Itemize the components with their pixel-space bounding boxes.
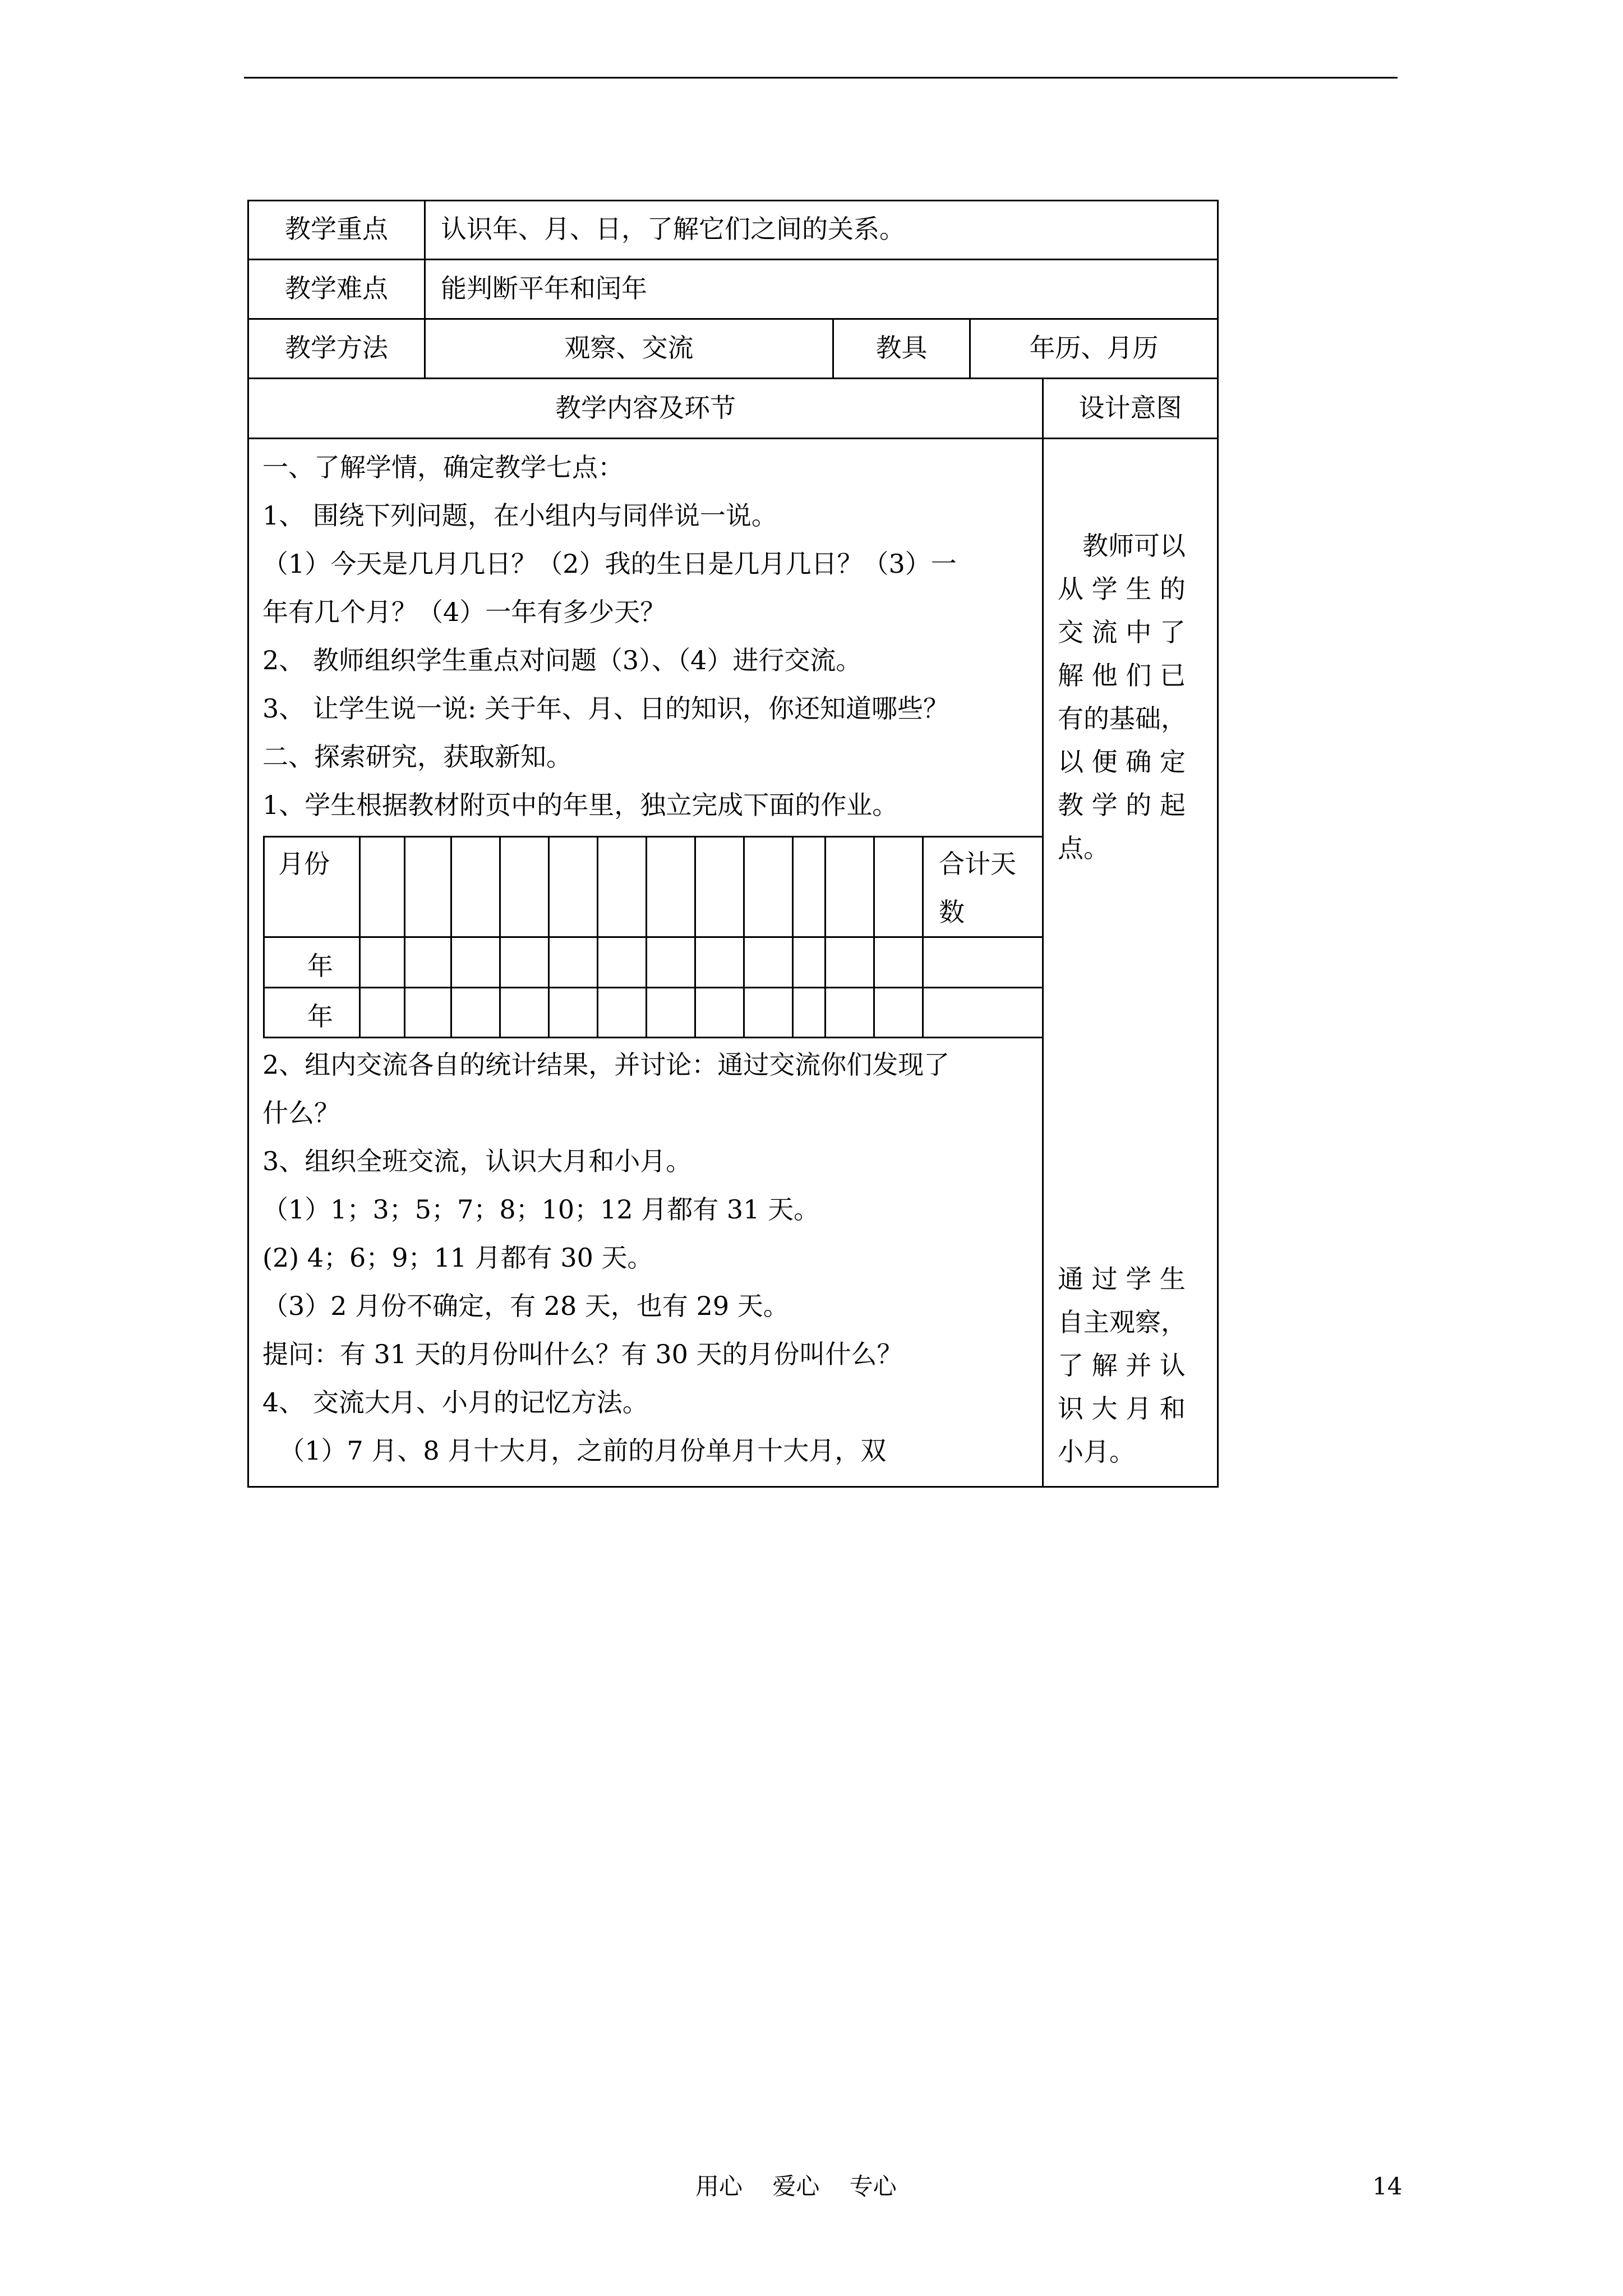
total-days-label-cont: 数 — [939, 897, 965, 927]
month-header-label: 月份 — [278, 849, 330, 879]
content-line: （1）1；3；5；7；8；10；12 月都有 31 天。 — [262, 1194, 820, 1225]
design-header: 设计意图 — [1078, 393, 1182, 423]
design-note-line: 教师可以 — [1082, 531, 1186, 561]
year-row-label: 年 — [307, 951, 333, 981]
design-note-line: 有的基础， — [1058, 703, 1187, 734]
key-point-value: 认识年、月、日，了解它们之间的关系。 — [441, 214, 905, 244]
content-line: 3、 让学生说一说: 关于年、月、日的知识，你还知道哪些？ — [262, 693, 949, 724]
method-label: 教学方法 — [285, 333, 388, 363]
content-line: （1）今天是几月几日？（2）我的生日是几月几日？（3）一 — [262, 549, 957, 579]
content-line: 提问：有 31 天的月份叫什么？有 30 天的月份叫什么？ — [262, 1339, 903, 1369]
design-note-line: 教 学 的 起 — [1058, 790, 1186, 820]
method-value: 观察、交流 — [564, 333, 694, 363]
design-note-line: 自主观察， — [1058, 1307, 1187, 1337]
design-note-line: 识 大 月 和 — [1058, 1393, 1186, 1424]
year-row-label: 年 — [307, 1001, 333, 1032]
difficulty-label: 教学难点 — [285, 273, 388, 303]
key-point-label: 教学重点 — [285, 214, 388, 244]
content-line: 1、 围绕下列问题，在小组内与同伴说一说。 — [262, 500, 777, 531]
header-rule — [244, 77, 1398, 79]
content-line: （1）7 月、8 月十大月，之前的月份单月十大月，双 — [262, 1435, 887, 1466]
content-header: 教学内容及环节 — [555, 393, 736, 423]
content-line: 二、探索研究，获取新知。 — [262, 742, 572, 772]
design-note-line: 以 便 确 定 — [1058, 747, 1186, 777]
content-line: 2、 教师组织学生重点对问题（3）、（4）进行交流。 — [262, 645, 862, 675]
tool-value: 年历、月历 — [1029, 333, 1159, 363]
design-note-line: 小月。 — [1058, 1437, 1135, 1467]
content-line: 1、学生根据教材附页中的年里，独立完成下面的作业。 — [262, 790, 898, 820]
design-note-line: 了 解 并 认 — [1058, 1350, 1186, 1381]
content-line: 年有几个月？（4）一年有多少天？ — [262, 597, 666, 627]
page-number: 14 — [1372, 2173, 1403, 2200]
content-line: 2、组内交流各自的统计结果，并讨论：通过交流你们发现了 — [262, 1050, 950, 1080]
design-note-line: 点。 — [1058, 833, 1109, 863]
design-note-line: 解 他 们 已 — [1058, 660, 1186, 691]
difficulty-value: 能判断平年和闰年 — [441, 273, 647, 303]
content-line: (2) 4；6；9；11 月都有 30 天。 — [262, 1243, 653, 1273]
content-line: 一、了解学情，确定教学七点： — [262, 452, 624, 482]
design-note-line: 交 流 中 了 — [1058, 617, 1186, 647]
content-line: 3、组织全班交流，认识大月和小月。 — [262, 1146, 692, 1176]
content-line: 4、 交流大月、小月的记忆方法。 — [262, 1387, 648, 1418]
content-line: （3）2 月份不确定，有 28 天，也有 29 天。 — [262, 1291, 789, 1321]
design-note-line: 从 学 生 的 — [1058, 574, 1186, 604]
total-days-label: 合计天 — [939, 849, 1016, 879]
content-line: 什么？ — [262, 1098, 340, 1128]
footer-slogan: 用心 爱心 专心 — [695, 2173, 897, 2200]
tool-label: 教具 — [875, 333, 928, 363]
design-note-line: 通 过 学 生 — [1058, 1264, 1186, 1294]
